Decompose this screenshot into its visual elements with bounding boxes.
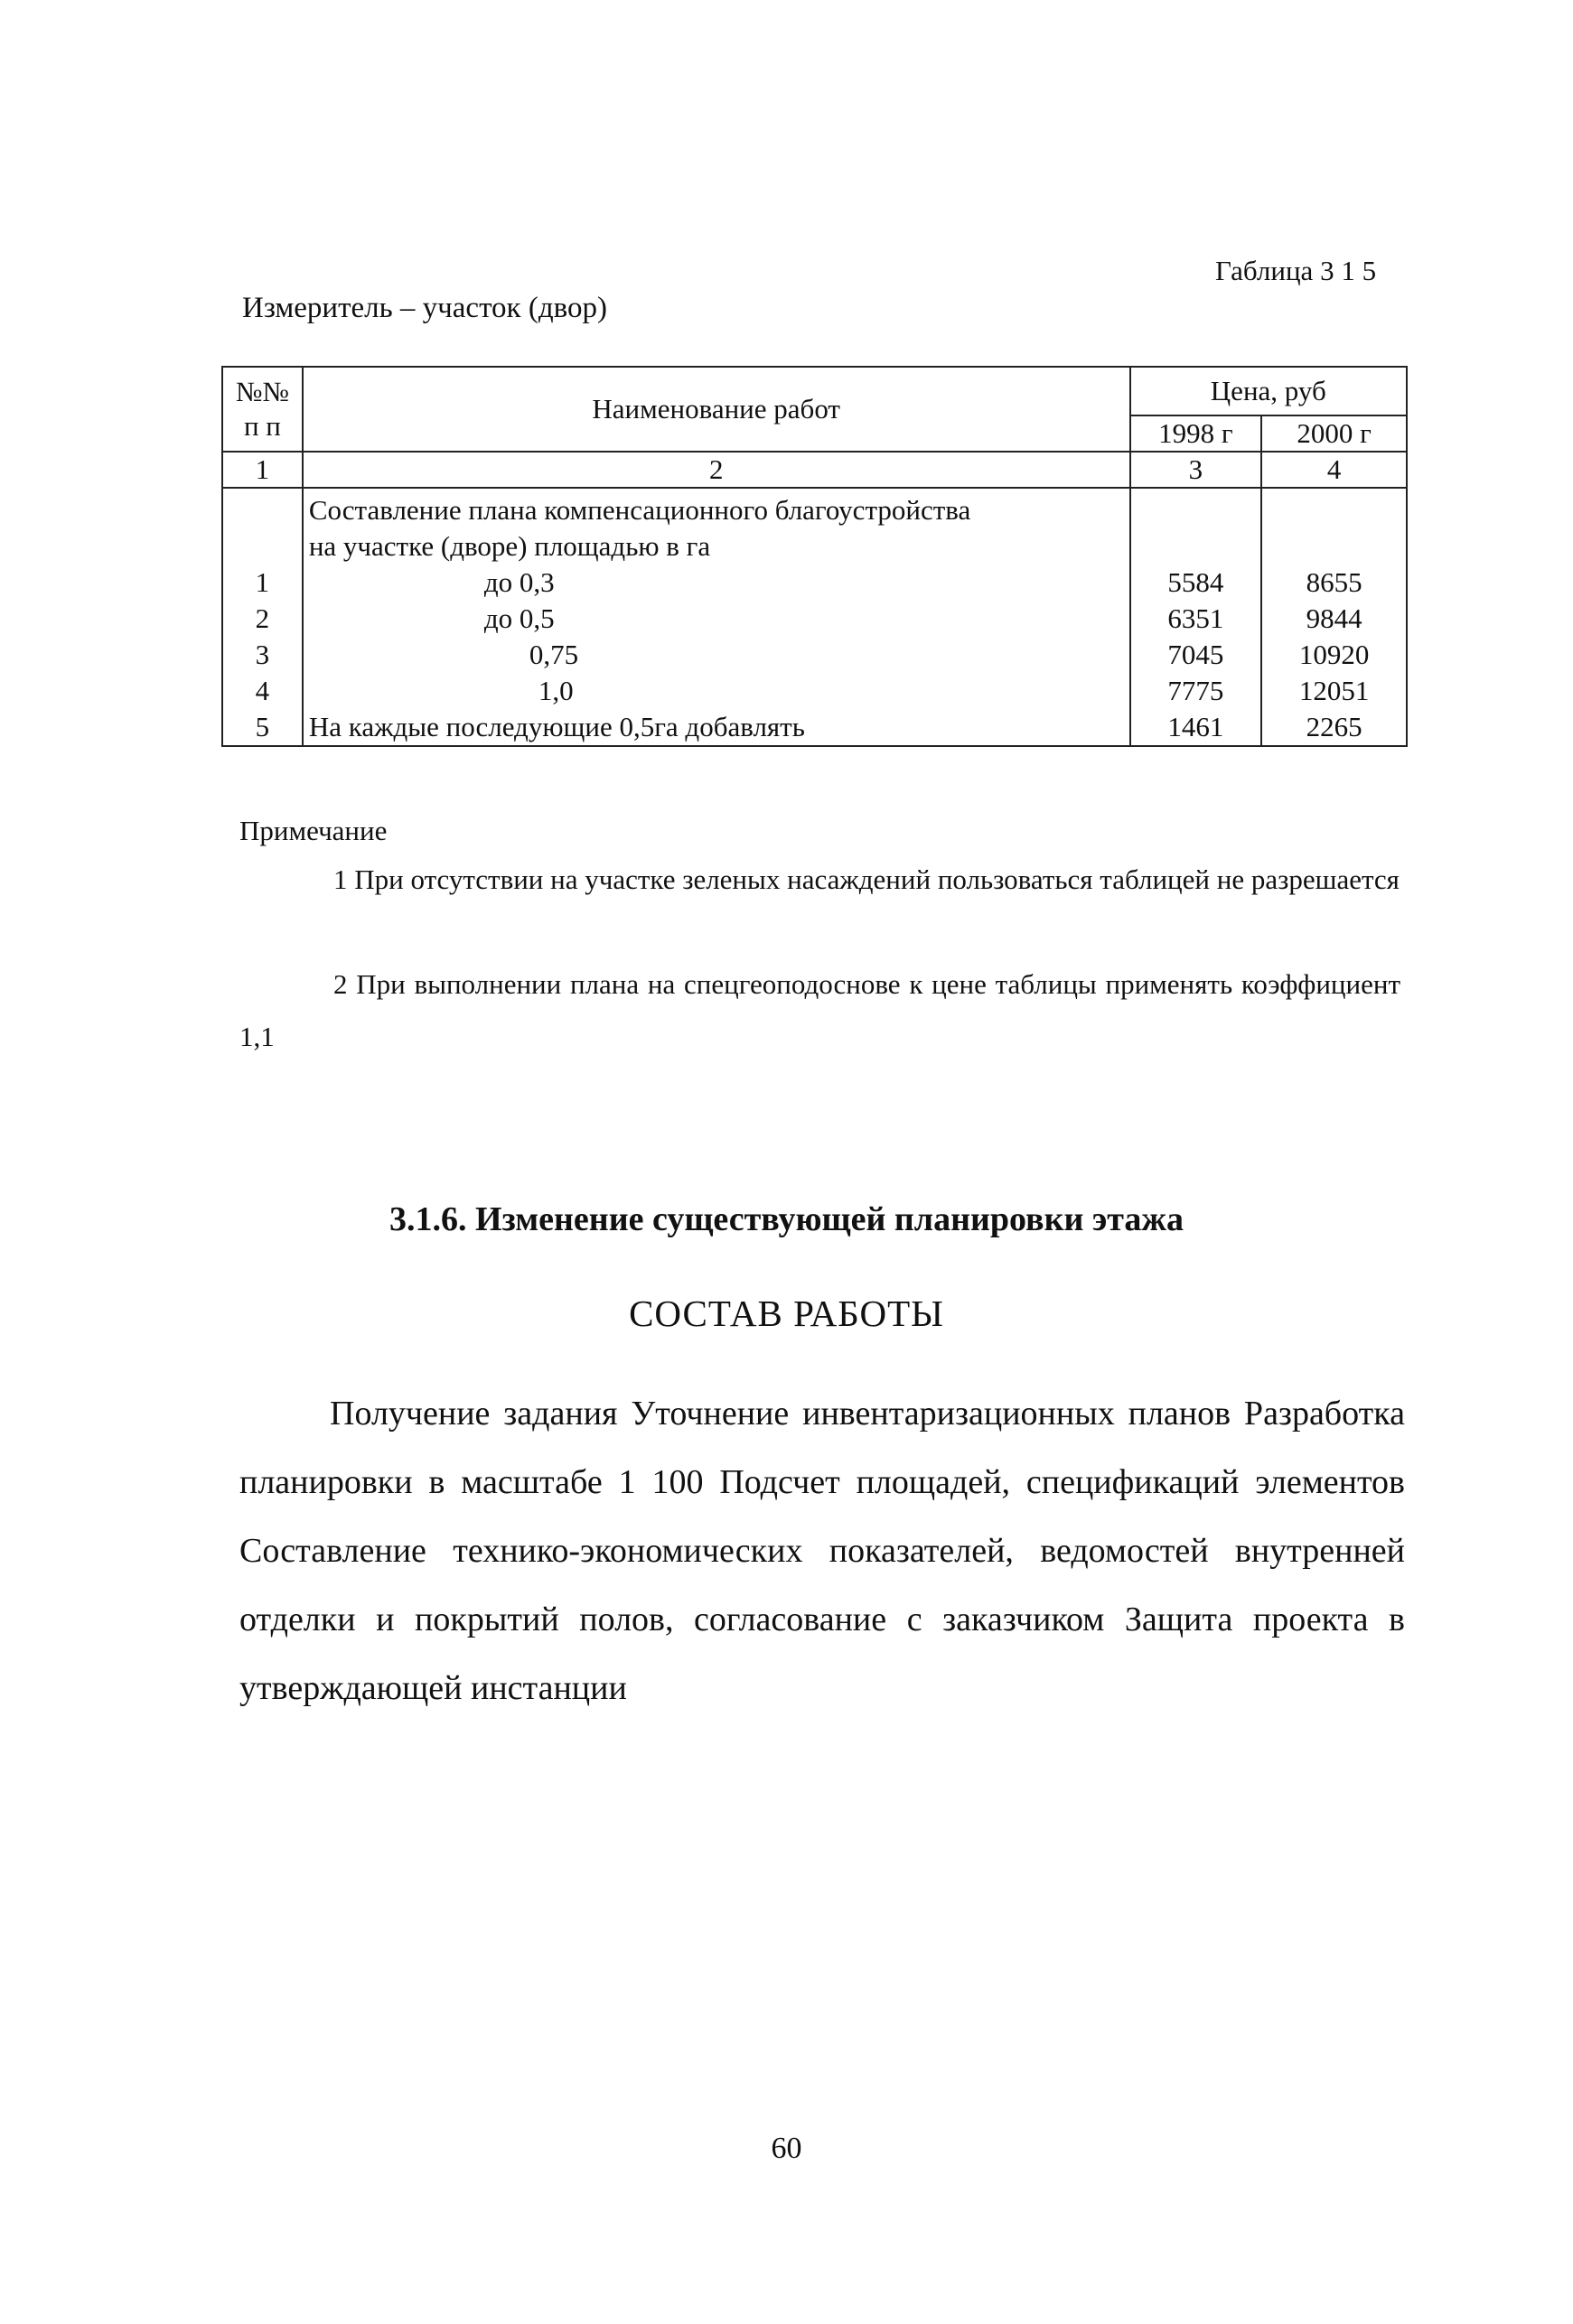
header-number-sub: п п xyxy=(243,410,281,442)
table-description-row xyxy=(222,488,1407,528)
row-price-2000: 8655 xyxy=(1261,565,1407,601)
header-number xyxy=(222,367,303,452)
row-name: 1,0 xyxy=(303,673,1130,709)
note-1: 1 При отсутствии на участке зеленых насаждений пользоваться таблицей не разрешается xyxy=(333,863,1400,895)
row-price-1998: 6351 xyxy=(1130,601,1262,637)
row-name: На каждые последующие 0,5га добавлять xyxy=(303,709,1130,746)
header-year-2000: 2000 г xyxy=(1261,415,1407,452)
row-name: 0,75 xyxy=(303,637,1130,673)
table-index-row xyxy=(222,452,1407,488)
table-row xyxy=(222,709,1407,746)
table-header-row xyxy=(222,367,1407,415)
row-price-2000: 9844 xyxy=(1261,601,1407,637)
price-table xyxy=(221,366,1408,747)
page-number: 60 xyxy=(771,2132,802,2165)
description-line: на участке (дворе) площадью в га xyxy=(303,528,1130,565)
table-description-row xyxy=(222,528,1407,565)
row-price-1998: 1461 xyxy=(1130,709,1262,746)
header-year-1998: 1998 г xyxy=(1130,415,1262,452)
index-cell: 2 xyxy=(303,452,1130,488)
meter-label: Измеритель – участок (двор) xyxy=(242,292,607,324)
table-row xyxy=(222,565,1407,601)
table-row xyxy=(222,637,1407,673)
header-work-name: Наименование работ xyxy=(303,367,1130,452)
row-number: 3 xyxy=(222,637,303,673)
header-number-label: №№ xyxy=(235,376,289,407)
index-cell: 1 xyxy=(222,452,303,488)
row-number: 1 xyxy=(222,565,303,601)
row-price-1998: 7775 xyxy=(1130,673,1262,709)
row-number: 5 xyxy=(222,709,303,746)
row-price-2000: 10920 xyxy=(1261,637,1407,673)
note-2: 2 При выполнении плана на спецгеоподоснове к цене таблицы применять коэффициент 1,1 xyxy=(239,968,1400,1052)
row-number: 4 xyxy=(222,673,303,709)
table-row xyxy=(222,601,1407,637)
index-cell: 4 xyxy=(1261,452,1407,488)
description-line: Составление плана компенсационного благоустройства xyxy=(303,488,1130,528)
table-row xyxy=(222,673,1407,709)
row-number: 2 xyxy=(222,601,303,637)
composition-heading: СОСТАВ РАБОТЫ xyxy=(629,1293,944,1334)
row-name: до 0,3 xyxy=(303,565,1130,601)
row-price-1998: 7045 xyxy=(1130,637,1262,673)
row-price-2000: 12051 xyxy=(1261,673,1407,709)
work-composition-text: Получение задания Уточнение инвентаризационных планов Разработка планировки в масштабе 1 100 Подсчет площадей, спецификаций элементов Составление технико-экономических показателей, ведомостей внутренней отделки и покрытий полов, согласование с заказчиком Защита проекта в утверждающей инстанции xyxy=(239,1395,1405,1707)
notes-title: Примечание xyxy=(239,815,388,846)
row-name: до 0,5 xyxy=(303,601,1130,637)
index-cell: 3 xyxy=(1130,452,1262,488)
header-price: Цена, руб xyxy=(1130,367,1407,415)
row-price-2000: 2265 xyxy=(1261,709,1407,746)
table-label: Габлица 3 1 5 xyxy=(1215,255,1377,286)
section-title: 3.1.6. Изменение существующей планировки этажа xyxy=(389,1200,1184,1238)
row-price-1998: 5584 xyxy=(1130,565,1262,601)
